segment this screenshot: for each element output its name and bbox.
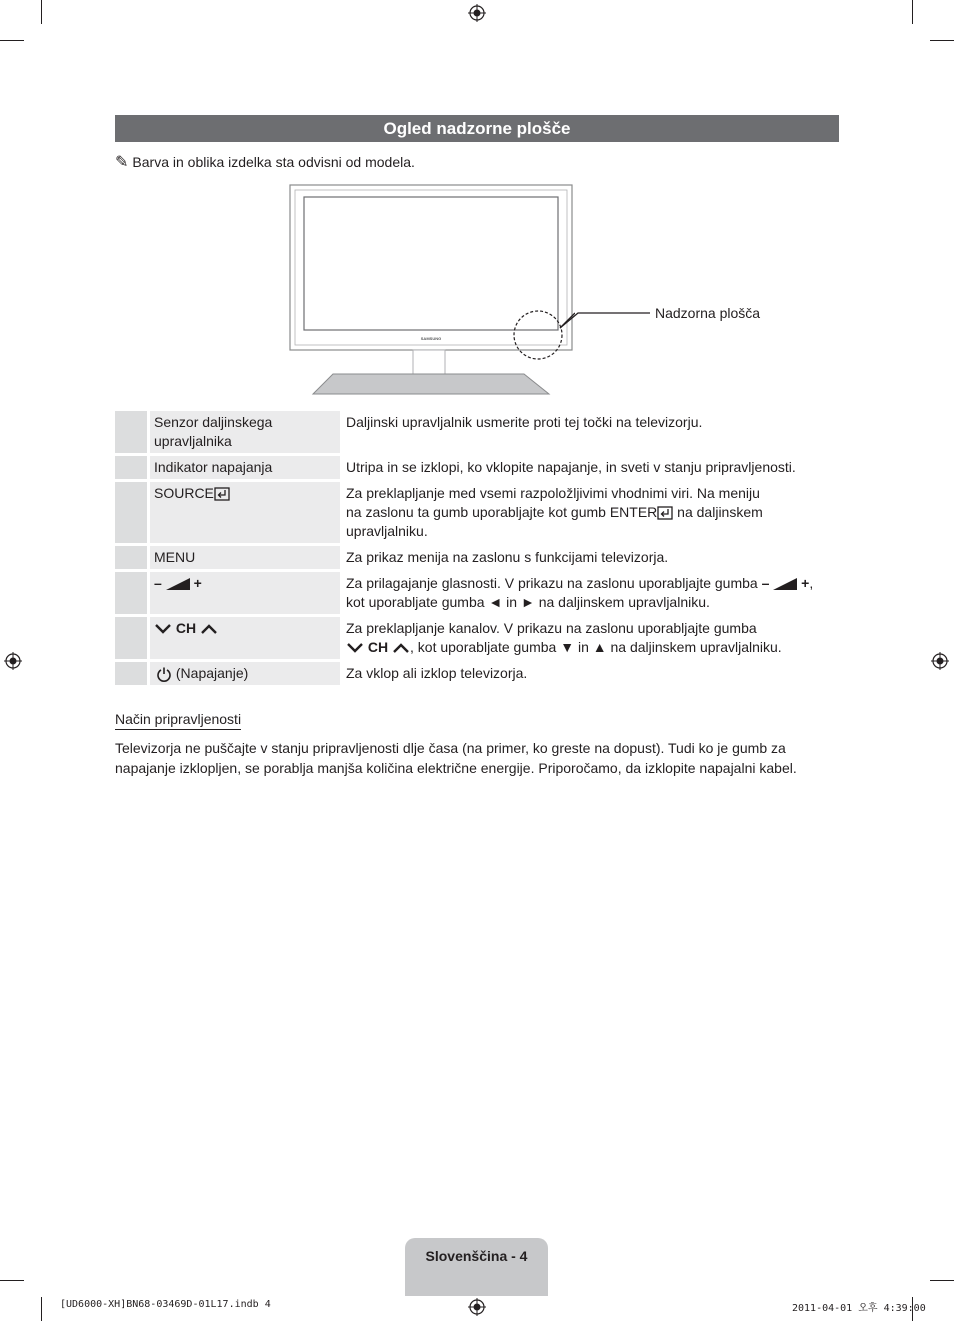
enter-label: ENTER bbox=[609, 504, 658, 520]
row-desc: Za vklop ali izklop televizorja. bbox=[346, 665, 528, 681]
enter-icon bbox=[214, 487, 230, 501]
footer-timestamp: 2011-04-01 오후 4:39:00 bbox=[792, 1303, 926, 1314]
page-number-tab: Slovenščina - 4 bbox=[405, 1238, 548, 1296]
note-text: Barva in oblika izdelka sta odvisni od modela. bbox=[132, 154, 415, 170]
row-desc: na zaslonu ta gumb uporabljajte kot gumb bbox=[346, 504, 610, 520]
row-desc: upravljalniku. bbox=[346, 523, 428, 539]
chevron-up-icon bbox=[200, 623, 218, 635]
row-name: Indikator napajanja bbox=[154, 459, 273, 475]
table-row bbox=[115, 662, 839, 688]
tv-brand-logo: SAMSUNG bbox=[420, 336, 442, 341]
chevron-up-icon bbox=[392, 642, 410, 654]
callout-line bbox=[560, 310, 652, 330]
volume-minus-label: – bbox=[154, 575, 162, 591]
row-name: Senzor daljinskega bbox=[154, 414, 273, 430]
section-title: Ogled nadzorne plošče bbox=[115, 115, 839, 142]
footer-file-info: [UD6000-XH]BN68-03469D-01L17.indb 4 bbox=[60, 1299, 271, 1310]
source-label: SOURCE bbox=[154, 485, 214, 501]
row-name: upravljalnika bbox=[154, 433, 232, 449]
channel-label: CH bbox=[367, 639, 389, 655]
enter-icon bbox=[657, 506, 673, 520]
crop-mark bbox=[912, 0, 913, 24]
row-desc: Za preklapljanje med vsemi razpoložljivimi vhodnimi viri. Na meniju bbox=[346, 485, 760, 501]
row-desc: Za prikaz menija na zaslonu s funkcijami televizorja. bbox=[346, 549, 669, 565]
volume-plus-label: + bbox=[193, 575, 202, 591]
crop-mark bbox=[930, 40, 954, 41]
note bbox=[115, 153, 415, 172]
crop-mark bbox=[41, 0, 42, 24]
callout-control-panel: Nadzorna plošča bbox=[655, 305, 761, 321]
control-panel-table bbox=[115, 411, 839, 688]
registration-mark-icon bbox=[468, 1298, 486, 1316]
table-row bbox=[115, 546, 839, 572]
row-desc: Daljinski upravljalnik usmerite proti tej točki na televizorju. bbox=[346, 414, 703, 430]
crop-mark bbox=[0, 40, 24, 41]
standby-text: Televizorja ne puščajte v stanju pripravljenosti dlje časa (na primer, ko greste na dopust). Tudi ko je gumb za bbox=[115, 740, 786, 756]
chevron-down-icon bbox=[154, 623, 172, 635]
menu-label: MENU bbox=[154, 549, 196, 565]
row-desc: Utripa in se izklopi, ko vklopite napajanje, in sveti v stanju pripravljenosti. bbox=[346, 459, 796, 475]
volume-icon bbox=[773, 578, 797, 590]
registration-mark-icon bbox=[4, 652, 22, 670]
row-desc: Za prilagajanje glasnosti. V prikazu na zaslonu uporabljajte gumba bbox=[346, 575, 762, 591]
crop-mark bbox=[930, 1280, 954, 1281]
table-row bbox=[115, 617, 839, 662]
row-desc: na daljinskem bbox=[673, 504, 763, 520]
volume-plus-label: + bbox=[801, 575, 810, 591]
chevron-down-icon bbox=[346, 642, 364, 654]
volume-icon bbox=[166, 578, 190, 590]
standby-heading: Način pripravljenosti bbox=[115, 711, 241, 730]
crop-mark bbox=[41, 1297, 42, 1321]
table-row bbox=[115, 572, 839, 617]
standby-paragraph bbox=[115, 738, 839, 778]
tv-illustration bbox=[285, 180, 575, 400]
power-label: (Napajanje) bbox=[175, 665, 249, 681]
pencil-note-icon: ✎ bbox=[115, 154, 129, 171]
registration-mark-icon bbox=[931, 652, 949, 670]
registration-mark-icon bbox=[468, 4, 486, 22]
standby-text: napajanje izklopljen, se porablja manjša količina električne energije. Priporočamo, da izklopite napajalni kabel. bbox=[115, 760, 797, 776]
crop-mark bbox=[0, 1280, 24, 1281]
volume-minus-label: – bbox=[761, 575, 770, 591]
table-row bbox=[115, 456, 839, 482]
power-icon bbox=[156, 666, 172, 682]
table-row bbox=[115, 482, 839, 546]
channel-label: CH bbox=[175, 620, 197, 636]
row-desc: , kot uporabljate gumba ▼ in ▲ na daljinskem upravljalniku. bbox=[410, 639, 782, 655]
table-row bbox=[115, 411, 839, 456]
row-desc: kot uporabljate gumba ◄ in ► na daljinskem upravljalniku. bbox=[346, 594, 710, 610]
row-desc: , bbox=[809, 575, 814, 591]
row-desc: Za preklapljanje kanalov. V prikazu na zaslonu uporabljajte gumba bbox=[346, 620, 757, 636]
